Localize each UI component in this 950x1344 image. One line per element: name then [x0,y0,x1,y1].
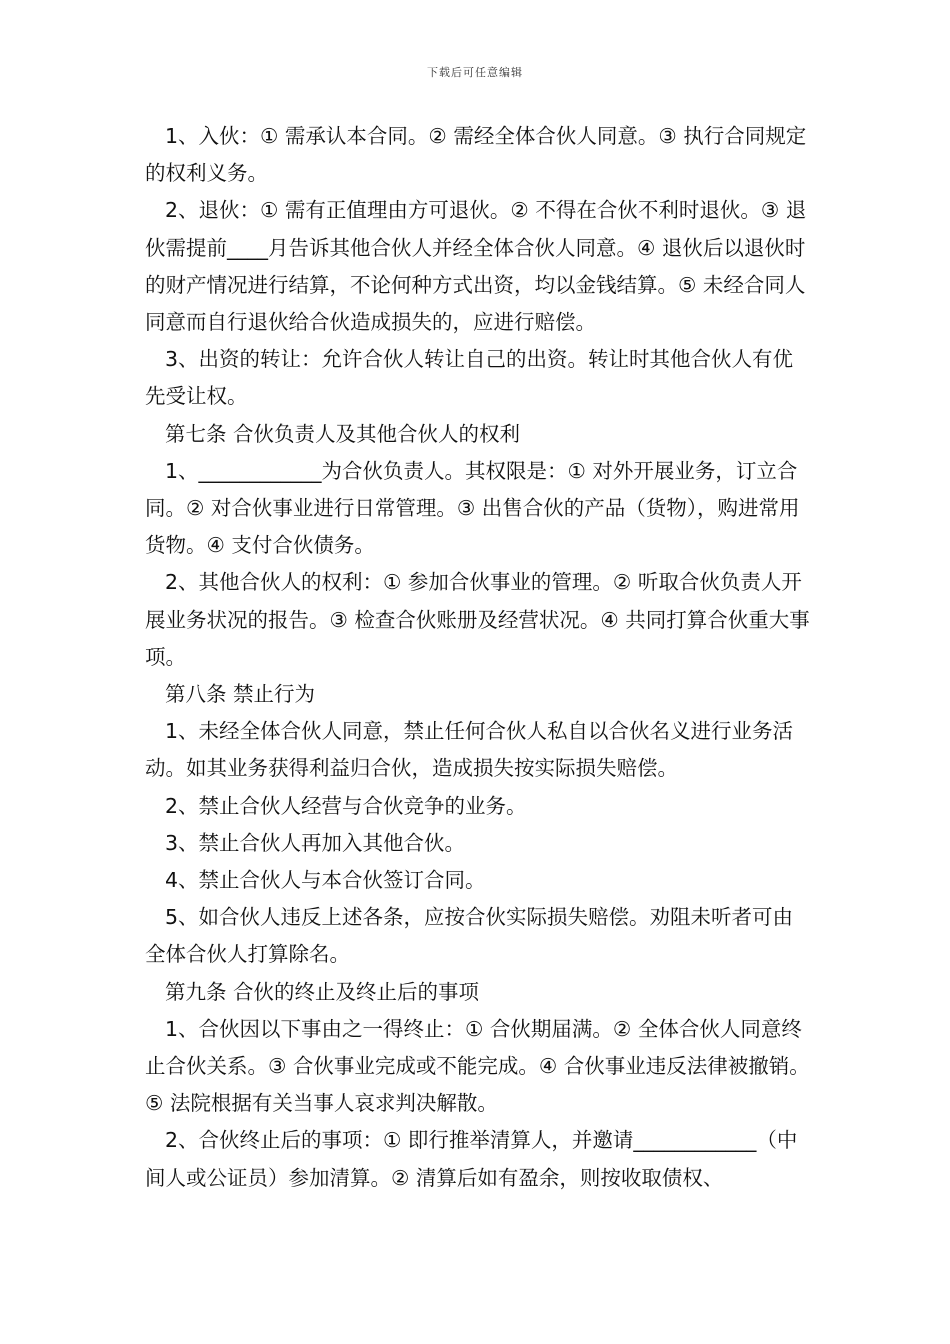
paragraph-prohibit-3: 3、禁止合伙人再加入其他合伙。 [165,830,466,855]
paragraph-prohibit-1: 1、未经全体合伙人同意，禁止任何合伙人私自以合伙名义进行业务活动。如其业务获得利益归合伙，造成损失按实际损失赔偿。 [145,719,794,781]
paragraph-prohibit-5: 5、如合伙人违反上述各条，应按合伙实际损失赔偿。劝阻未听者可由全体合伙人打算除名。 [145,905,794,967]
paragraph-withdraw: 2、退伙：① 需有正值理由方可退伙。② 不得在合伙不利时退伙。③ 退伙需提前____月告诉其他合伙人并经全体合伙人同意。④ 退伙后以退伙时的财产情况进行结算，不论何种方式出资，均以金钱结算。⑤ 未经合同人同意而自行退伙给合伙造成损失的，应进行赔偿。 [145,198,807,335]
paragraph-termination-matters: 2、合伙终止后的事项：① 即行推举清算人，并邀请____________（中间人或公证员）参加清算。② 清算后如有盈余，则按收取债权、 [145,1128,798,1190]
article-7-heading: 第七条 合伙负责人及其他合伙人的权利 [165,421,521,446]
paragraph-join: 1、入伙：① 需承认本合同。② 需经全体合伙人同意。③ 执行合同规定的权利义务。 [145,124,807,186]
paragraph-transfer: 3、出资的转让：允许合伙人转让自己的出资。转让时其他合伙人有优先受让权。 [145,347,794,409]
paragraph-prohibit-2: 2、禁止合伙人经营与合伙竞争的业务。 [165,793,527,818]
page-header: 下载后可任意编辑 [427,66,523,79]
document-body [145,118,810,1197]
paragraph-partner-rights: 2、其他合伙人的权利：① 参加合伙事业的管理。② 听取合伙负责人开展业务状况的报告。③ 检查合伙账册及经营状况。④ 共同打算合伙重大事项。 [145,570,810,669]
paragraph-termination-causes: 1、合伙因以下事由之一得终止：① 合伙期届满。② 全体合伙人同意终止合伙关系。③ 合伙事业完成或不能完成。④ 合伙事业违反法律被撤销。⑤ 法院根据有关当事人哀求判决解散。 [145,1016,810,1116]
article-9-heading: 第九条 合伙的终止及终止后的事项 [165,979,480,1004]
paragraph-prohibit-4: 4、禁止合伙人与本合伙签订合同。 [165,868,486,893]
paragraph-leader-rights: 1、____________为合伙负责人。其权限是：① 对外开展业务，订立合同。② 对合伙事业进行日常管理。③ 出售合伙的产品（货物），购进常用货物。④ 支付合伙债务。 [145,458,800,558]
article-8-heading: 第八条 禁止行为 [165,682,316,707]
